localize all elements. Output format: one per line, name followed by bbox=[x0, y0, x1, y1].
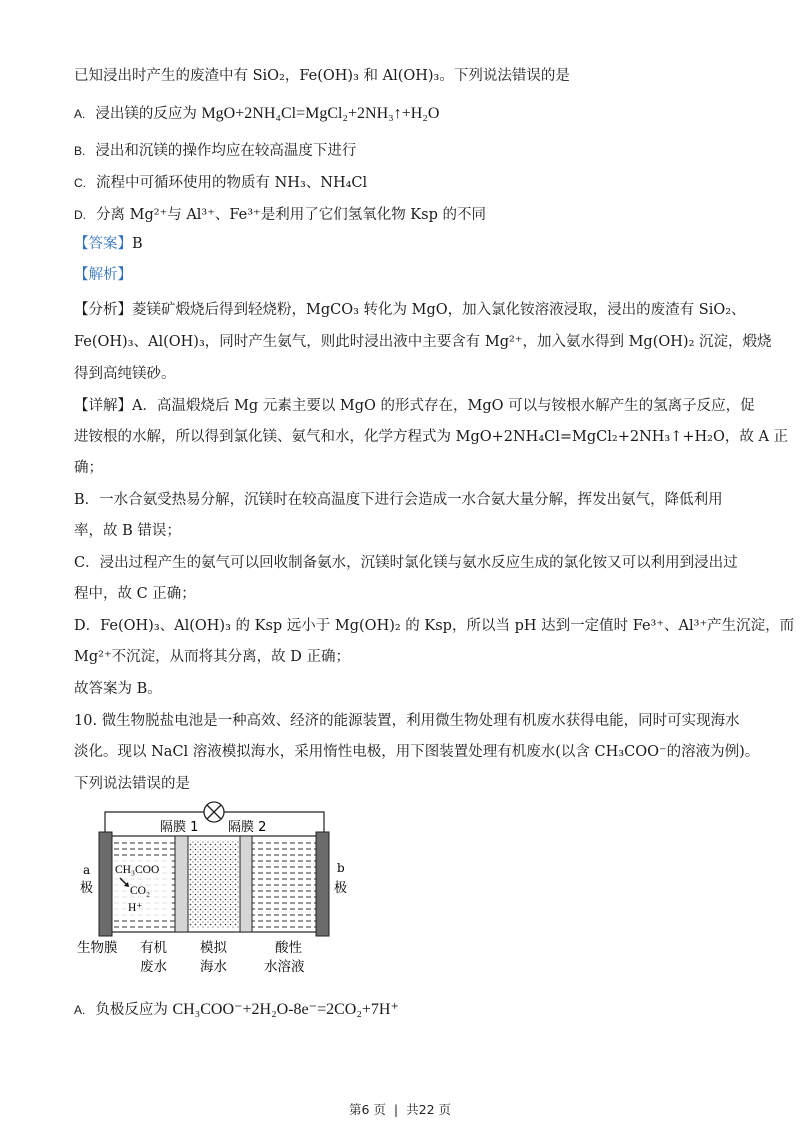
question-line: 10. 微生物脱盐电池是一种高效、经济的能源装置，利用微生物处理有机废水获得电能，同时可实现海水 bbox=[74, 713, 740, 729]
electrode-a bbox=[99, 832, 112, 936]
option-b bbox=[74, 141, 730, 161]
option-text: 浸出和沉镁的操作均应在较高温度下进行 bbox=[95, 143, 357, 159]
detail-line: 率，故 B 错误； bbox=[74, 523, 181, 539]
electrode-b-label: 极 bbox=[334, 881, 348, 896]
option-label: B. bbox=[74, 144, 86, 158]
lamp-icon bbox=[204, 802, 224, 822]
detail-line: 确； bbox=[74, 460, 103, 476]
analysis-line: 【分析】菱镁矿煅烧后得到轻烧粉，MgCO₃ 转化为 MgO，加入氯化铵溶液浸取，浸出的废渣有 SiO₂、 bbox=[74, 302, 746, 318]
label-sea: 海水 bbox=[200, 959, 227, 975]
label-acid: 酸性 bbox=[275, 940, 302, 956]
label-organic: 有机 bbox=[140, 940, 167, 956]
footer-separator: | bbox=[393, 1102, 399, 1117]
detail-line: C．浸出过程产生的氨气可以回收制备氨水，沉镁时氯化镁与氨水反应生成的氯化铵又可以利用到浸出过 bbox=[74, 555, 738, 571]
detail-line: D．Fe(OH)₃、Al(OH)₃ 的 Ksp 远小于 Mg(OH)₂ 的 Ksp，所以当 pH 达到一定值时 Fe³⁺、Al³⁺产生沉淀，而 bbox=[74, 618, 795, 634]
option-text: 负极反应为 bbox=[95, 1002, 168, 1018]
option-formula: MgO+2NH₄Cl=MgCl₂+2NH₃↑+H₂O bbox=[201, 105, 440, 122]
page-number: 第6 页 bbox=[348, 1102, 386, 1117]
species-co2: CO₂ bbox=[130, 885, 150, 897]
option-formula: CH₃COO⁻+2H₂O-8e⁻=2CO₂+7H⁺ bbox=[172, 1001, 399, 1018]
page-footer bbox=[0, 1100, 800, 1118]
electrode-a-label: a bbox=[83, 863, 91, 877]
question-line: 淡化。现以 NaCl 溶液模拟海水，采用惰性电极，用下图装置处理有机废水(以含 CH₃COO⁻的溶液为例)。 bbox=[74, 744, 760, 760]
answer-tag: 【答案】 bbox=[74, 236, 132, 252]
q10-option-a bbox=[74, 1000, 730, 1020]
electrode-b-label: b bbox=[337, 861, 345, 875]
answer-line bbox=[74, 234, 730, 254]
membrane-1 bbox=[175, 836, 188, 932]
option-text: 分离 Mg²⁺与 Al³⁺、Fe³⁺是利用了它们氢氧化物 Ksp 的不同 bbox=[96, 207, 486, 223]
option-a bbox=[74, 104, 730, 124]
option-d bbox=[74, 205, 730, 225]
label-acid: 水溶液 bbox=[264, 959, 305, 975]
electrode-b bbox=[316, 832, 329, 936]
option-label: D. bbox=[74, 208, 86, 222]
analysis-line: Fe(OH)₃、Al(OH)₃，同时产生氨气，则此时浸出液中主要含有 Mg²⁺，加入氨水得到 Mg(OH)₂ 沉淀，煅烧 bbox=[74, 334, 772, 350]
detail-line: 故答案为 B。 bbox=[74, 681, 162, 697]
membrane-2-label: 隔膜 2 bbox=[228, 820, 267, 835]
detail-line: 【详解】A．高温煅烧后 Mg 元素主要以 MgO 的形式存在，MgO 可以与铵根水解产生的氢离子反应，促 bbox=[74, 398, 755, 414]
answer-value: B bbox=[132, 236, 143, 252]
analysis-line: 得到高纯镁砂。 bbox=[74, 366, 176, 382]
species-acetate: CH₃COO bbox=[115, 864, 160, 876]
detail-line: B．一水合氨受热易分解，沉镁时在较高温度下进行会造成一水合氨大量分解，挥发出氨气，降低利用 bbox=[74, 492, 723, 508]
option-label: C. bbox=[74, 176, 86, 190]
membrane-1-label: 隔膜 1 bbox=[160, 820, 199, 835]
stem-line: 已知浸出时产生的废渣中有 SiO₂，Fe(OH)₃ 和 Al(OH)₃。下列说法错误的是 bbox=[74, 68, 570, 84]
question-line: 下列说法错误的是 bbox=[74, 776, 190, 792]
analysis-tag-line bbox=[74, 265, 730, 285]
acid-chamber bbox=[252, 840, 316, 928]
sea-chamber bbox=[188, 840, 240, 928]
battery-diagram bbox=[74, 798, 364, 982]
option-text: 浸出镁的反应为 bbox=[95, 106, 197, 122]
option-label: A. bbox=[74, 1003, 86, 1017]
page-total: 共22 页 bbox=[406, 1102, 452, 1117]
detail-line: 进铵根的水解，所以得到氯化镁、氨气和水，化学方程式为 MgO+2NH₄Cl=MgCl₂+2NH₃↑+H₂O，故 A 正 bbox=[74, 429, 789, 445]
analysis-tag: 【解析】 bbox=[74, 267, 132, 283]
label-organic: 废水 bbox=[140, 959, 167, 975]
option-text: 流程中可循环使用的物质有 NH₃、NH₄Cl bbox=[96, 175, 368, 191]
species-h: H⁺ bbox=[128, 902, 143, 914]
membrane-2 bbox=[240, 836, 252, 932]
label-sea: 模拟 bbox=[200, 940, 227, 956]
option-label: A. bbox=[74, 107, 86, 121]
electrode-a-label: 极 bbox=[80, 881, 94, 896]
detail-line: Mg²⁺不沉淀，从而将其分离，故 D 正确； bbox=[74, 649, 350, 665]
detail-line: 程中，故 C 正确； bbox=[74, 586, 196, 602]
option-c bbox=[74, 173, 730, 193]
label-biofilm: 生物膜 bbox=[77, 940, 118, 956]
